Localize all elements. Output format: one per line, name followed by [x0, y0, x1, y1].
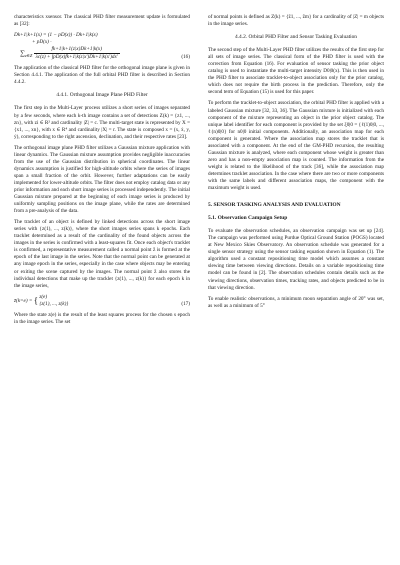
paragraph-intro: characteristics xsensor. The classical PHD filter measurement update is formulated as [32]:	[14, 14, 190, 28]
equation-number-16: (16)	[181, 54, 190, 61]
fraction-denominator: λc(z) + ∫pD(x)fk+1|k(z|x')Dk+1|k(x')dx'	[35, 54, 118, 61]
equation-17-cases	[39, 294, 68, 308]
paragraph-441-b: The orthogonal image plane PHD filter utilizes a Gaussian mixture application with linear dynamics. The Gaussian mixture assumption provides negligible inaccuracies from the use of the Gaussian distribution in spherical coordinates. The linear dynamics assumption is justified for high-altitude orbits where the series of images span a small fraction of the orbit. However, further adaptations can be easily implemented for lower-altitude orbits. The filter does not employ catalog data or any prior information and each short image series is processed independently. The initial Gaussian mixture prepared at the beginning of each image series is produced by uniformly sampling positions on the image plane, while the rates are determined from a pre-analysis of the data.	[14, 144, 190, 215]
paragraph-442-a: The second step of the Multi-Layer PHD filter utilizes the results of the first step for all sets of image series. The classical form of the PHD filter is used with the correction from Equation (16). For evaluation of sensor tasking the prior object catalog is used to instantiate the multi-target intensity D0|0(x). This is then used in the PHD filter to associate tracklet-to-object association only for the prior catalog, which does not require the birth process in the prediction. Therefore, only the second term of Equation (15) is used for this paper.	[208, 47, 384, 96]
equation-17-case2: {z(1), ..., z(k)}	[39, 300, 69, 307]
paragraph-after-eq16: The application of the classical PHD filter for the orthogonal image plane is given in Section 4.4.1. The application of the full orbital PHD filter is described in Section 4.4.2.	[14, 65, 190, 86]
paragraph-441-a: The first step in the Multi-Layer process utilizes a short series of images separated by a few seconds, where each k-th image contains a set of detections Z(k) = {z1, ..., zn}, with zi ∈ R² and cardinality |Z| = c. The multi-target state is represented by X = {x1, ..., xn}, with x ∈ R⁴ and cardinality |X| = r. The state is composed x = (x, ẋ, y, ẏ), corresponding to the right ascension, declination, and their respective rates [23].	[14, 105, 190, 140]
summation-index: z∈Z	[25, 52, 33, 58]
equation-number-17: (17)	[181, 300, 190, 307]
paragraph-51-b: To enable realistic observations, a minimum moon separation angle of 20° was set, as well as a minimum of 5°	[208, 295, 384, 309]
right-column	[208, 14, 384, 314]
equation-16-line2: + pD(x) ·	[32, 39, 52, 46]
section-heading-4-4-2: 4.4.2. Orbital PHD Filter and Sensor Tasking Evaluation	[235, 34, 357, 41]
equation-17	[14, 294, 190, 308]
equation-17-case1: z(e)	[39, 293, 48, 300]
paragraph-442-b: To perform the tracklet-to-object association, the orbital PHD filter is applied with a labeled Gaussian mixture [32, 33, 36]. The Gaussian mixture is initialized with each component of the mixture representing an object in the prior object catalog. The unique label identifier for each component is provided by the set ξ0|0 = {ℓ(1)0|0, ..., ℓ(n)0|0} for n0|0 initial components. Additionally, an association map for each component is generated. Where the association map stores the tracklet that is associated with a component. At the end of the GM-PHD recursion, the resulting Gaussian mixture is analyzed, where each component whose weight is greater than zero and has a non-empty association map is counted. The information from the weight is related to the likelihood of the track [36], while the association map determines tracklet association. In the case where there are two or more components with the same labels and different association maps, the component with the maximum weight is used.	[208, 100, 384, 192]
paragraph-441-c: The tracklet of an object is defined by linked detections across the short image series with {z(1), ..., z(k)}, where the short images series spans k epochs. Each tracklet determined as a result of the cardinality of the found objects across the images in the series is confirmed with a least-squares fit. Once each object's tracklet is confirmed, a representative measurement called a normal point z̄ is formed at the epoch of the last image in the series. Note that the normal point can be generated at any image epoch in the series, especially in the case where objects may be entering or exiting the scene captured by the images. The normal point z̄ also stores the individual detections that make up the tracklet {z(1), ..., z(k)} for each epoch k in the image series,	[14, 219, 190, 289]
paragraph-51-a: To evaluate the observation schedules, an observation campaign was set up [24]. The campaign was performed using Purdue Optical Ground Station (POGS) located at New Mexico Skies Observatory. An observation schedule was generated for a single sensor strategy using the sensor tasking equation shown in Equation (1). The algorithm used a constant repositioning time model which assumes a constant slewing time between viewing directions. Details on a variable repositioning time model can be found in [2]. The observation schedules contain details such as the viewing directions, observation times, tracking rates, and objects predicted to be in that viewing direction.	[208, 228, 384, 291]
fraction-numerator: fk+1|k+1(z|x)Dk+1|k(x)	[34, 46, 120, 54]
section-heading-5: 5. SENSOR TASKING ANALYSIS AND EVALUATION	[208, 202, 341, 209]
section-heading-4-4-1: 4.4.1. Orthogonal Image Plane PHD Filter	[56, 92, 148, 99]
equation-17-brace: {	[33, 295, 39, 306]
equation-16-line3	[14, 46, 176, 61]
equation-17-body	[14, 294, 176, 308]
section-heading-5-1: 5.1. Observation Campaign Setup	[208, 215, 288, 222]
left-column	[14, 14, 190, 330]
equation-16-fraction	[34, 46, 120, 61]
equation-16-line1: Dk+1|k+1(x) = (1 − pD(x)) · Dk+1|k(x)	[14, 32, 98, 39]
paragraph-after-eq17: Where the state z(e) is the result of the least squares process for the chosen s epoch in the image series. The set	[14, 311, 190, 325]
summation-symbol: ∑	[20, 49, 25, 58]
equation-17-lhs: z̄(k=e) =	[14, 297, 33, 304]
equation-16	[14, 32, 190, 61]
paragraph-right-top: of normal points is defined as Z(k) = {z̄1, ..., z̄m} for a cardinality of |Z| = m objects in the image series.	[208, 14, 384, 28]
